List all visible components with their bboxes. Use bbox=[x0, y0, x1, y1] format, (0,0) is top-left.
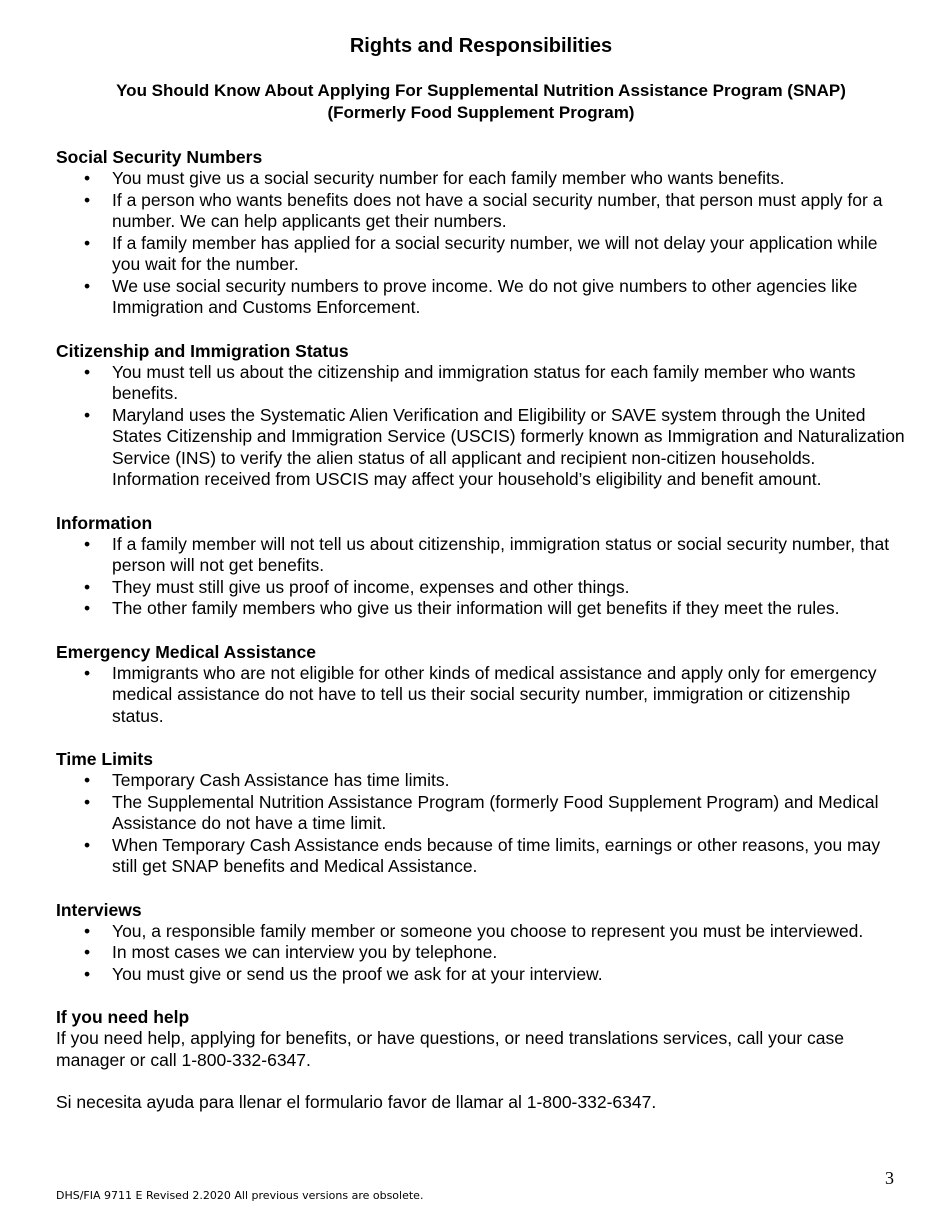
section-social-security-numbers bbox=[56, 146, 906, 319]
section-heading: Citizenship and Immigration Status bbox=[56, 340, 349, 361]
list-item: • They must still give us proof of income, expenses and other things. bbox=[56, 577, 906, 599]
section-emergency-medical bbox=[56, 641, 906, 728]
list-item: • You, a responsible family member or someone you choose to represent you must be interviewed. bbox=[56, 921, 906, 943]
section-citizenship bbox=[56, 340, 906, 491]
subtitle-line-2: (Formerly Food Supplement Program) bbox=[327, 103, 635, 122]
list-item: • When Temporary Cash Assistance ends because of time limits, earnings or other reasons, you may still get SNAP benefits and Medical Assistance. bbox=[56, 835, 906, 878]
list-item: • Maryland uses the Systematic Alien Verification and Eligibility or SAVE system through the United States Citizenship and Immigration Service (USCIS) formerly known as Immigration and Naturalization Service (INS) to verify the alien status of all applicant and recipient non-citizen households. Information received from USCIS may affect your household’s eligibility and benefit amount. bbox=[56, 405, 906, 491]
section-heading: Emergency Medical Assistance bbox=[56, 641, 317, 662]
section-heading: Time Limits bbox=[56, 749, 153, 769]
bullet-list bbox=[56, 663, 906, 728]
list-item: • If a family member will not tell us about citizenship, immigration status or social security number, that person will not get benefits. bbox=[56, 534, 906, 577]
list-item: • Temporary Cash Assistance has time limits. bbox=[56, 770, 906, 792]
list-item: • You must tell us about the citizenship and immigration status for each family member who wants benefits. bbox=[56, 362, 906, 405]
section-heading: Interviews bbox=[56, 899, 142, 920]
list-item: • If a person who wants benefits does not have a social security number, that person must apply for a number. We can help applicants get their numbers. bbox=[56, 190, 906, 233]
page-number: 3 bbox=[885, 1168, 894, 1188]
form-footer: DHS/FIA 9711 E Revised 2.2020 All previous versions are obsolete. bbox=[56, 1189, 424, 1202]
list-item: • The Supplemental Nutrition Assistance Program (formerly Food Supplement Program) and Medical Assistance do not have a time limit. bbox=[56, 792, 906, 835]
subtitle-line-1: You Should Know About Applying For Supplemental Nutrition Assistance Program (SNAP) bbox=[116, 81, 846, 100]
section-information bbox=[56, 512, 906, 620]
section-interviews bbox=[56, 899, 906, 986]
list-item: • We use social security numbers to prove income. We do not give numbers to other agencies like Immigration and Customs Enforcement. bbox=[56, 276, 906, 319]
help-text: If you need help, applying for benefits, or have questions, or need translations services, call your case manager or call 1-800-332-6347. bbox=[56, 1028, 844, 1070]
bullet-list bbox=[56, 362, 906, 491]
section-heading: Social Security Numbers bbox=[56, 147, 263, 167]
section-heading: Information bbox=[56, 512, 153, 533]
bullet-list bbox=[56, 168, 906, 319]
list-item: • In most cases we can interview you by telephone. bbox=[56, 942, 906, 964]
section-help bbox=[56, 1006, 906, 1114]
page-title: Rights and Responsibilities bbox=[349, 35, 613, 57]
list-item: • You must give or send us the proof we ask for at your interview. bbox=[56, 964, 906, 986]
list-item: • You must give us a social security number for each family member who wants benefits. bbox=[56, 168, 906, 190]
help-text-spanish: Si necesita ayuda para llenar el formulario favor de llamar al 1-800-332-6347. bbox=[56, 1092, 657, 1112]
page-subtitle bbox=[56, 80, 906, 124]
bullet-list bbox=[56, 921, 906, 986]
document-page bbox=[56, 32, 906, 1135]
bullet-list bbox=[56, 534, 906, 620]
section-time-limits bbox=[56, 748, 906, 878]
bullet-list bbox=[56, 770, 906, 878]
section-heading: If you need help bbox=[56, 1007, 190, 1027]
list-item: • If a family member has applied for a social security number, we will not delay your application while you wait for the number. bbox=[56, 233, 906, 276]
list-item: • Immigrants who are not eligible for other kinds of medical assistance and apply only for emergency medical assistance do not have to tell us their social security number, immigration or citizenship status. bbox=[56, 663, 906, 728]
list-item: • The other family members who give us their information will get benefits if they meet the rules. bbox=[56, 598, 906, 620]
